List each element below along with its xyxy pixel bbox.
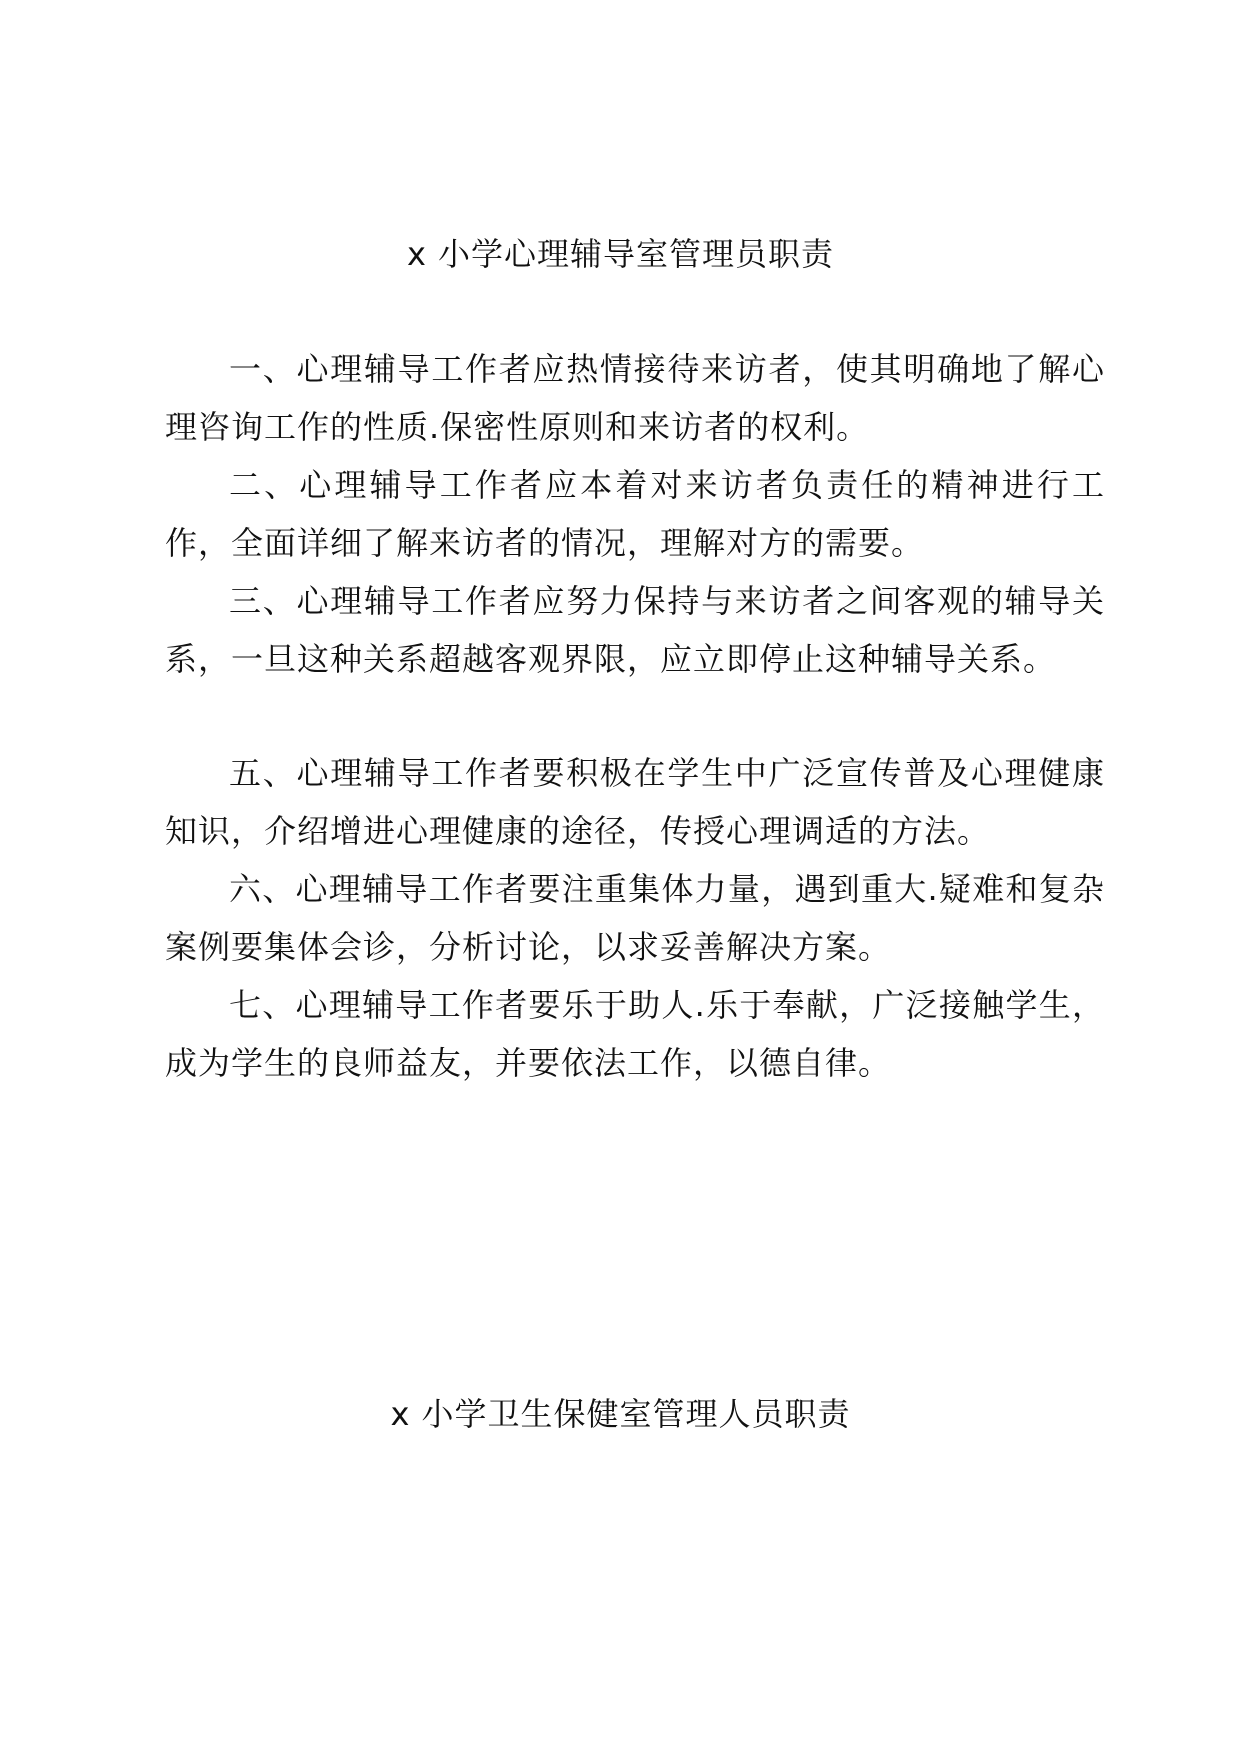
duty-paragraph-7: 七、心理辅导工作者要乐于助人.乐于奉献，广泛接触学生，成为学生的良师益友，并要依法工作，以德自律。: [165, 986, 1105, 1082]
document-title-health: x 小学卫生保健室管理人员职责: [390, 1395, 851, 1433]
duty-paragraph-3: 三、心理辅导工作者应努力保持与来访者之间客观的辅导关系，一旦这种关系超越客观界限，应立即停止这种辅导关系。: [165, 582, 1105, 678]
duties-section-b: [165, 744, 1105, 1092]
duty-paragraph-1: 一、心理辅导工作者应热情接待来访者，使其明确地了解心理咨询工作的性质.保密性原则和来访者的权利。: [165, 350, 1105, 446]
document-title-psych: x 小学心理辅导室管理员职责: [406, 235, 835, 273]
duty-paragraph-2: 二、心理辅导工作者应本着对来访者负责任的精神进行工作，全面详细了解来访者的情况，理解对方的需要。: [165, 466, 1105, 562]
duty-paragraph-5: 五、心理辅导工作者要积极在学生中广泛宣传普及心理健康知识，介绍增进心理健康的途径，传授心理调适的方法。: [165, 754, 1105, 850]
duty-paragraph-6: 六、心理辅导工作者要注重集体力量，遇到重大.疑难和复杂案例要集体会诊，分析讨论，以求妥善解决方案。: [165, 870, 1105, 966]
duties-section-a: [165, 340, 1105, 688]
